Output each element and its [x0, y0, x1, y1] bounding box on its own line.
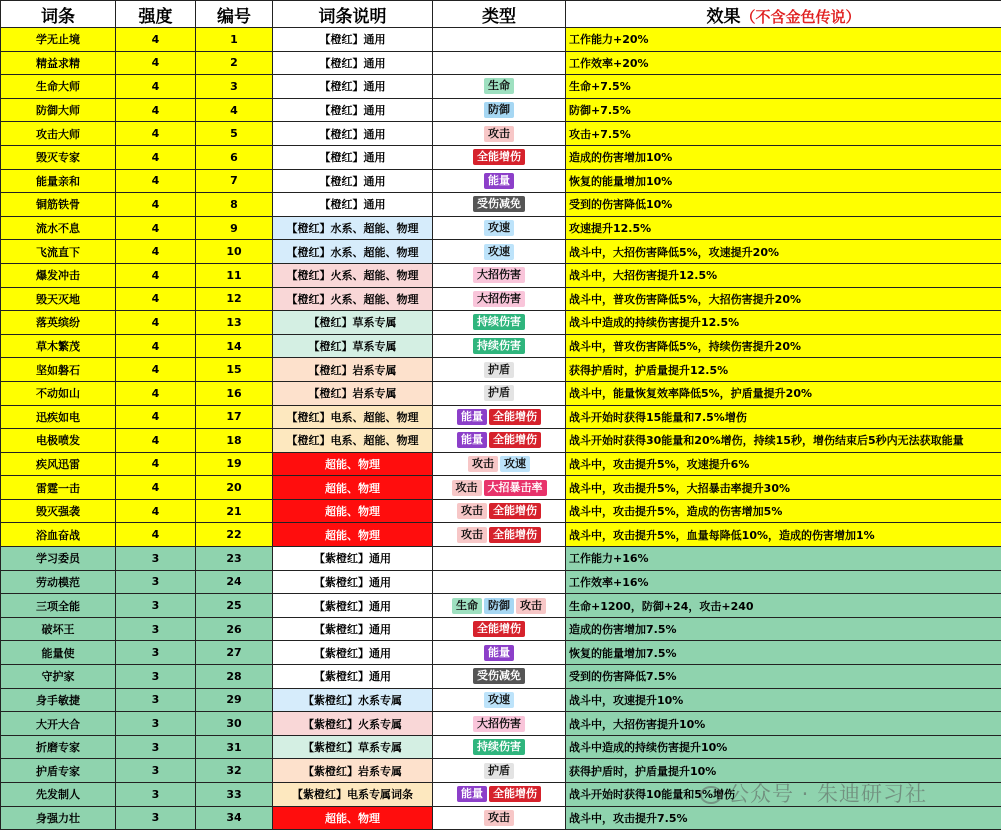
id-cell: 18: [196, 429, 273, 453]
type-cell: [433, 311, 566, 335]
table-row: [1, 735, 1001, 759]
description-cell: 【橙红】通用: [273, 169, 433, 193]
type-tag: 生命: [452, 598, 482, 614]
id-cell: 28: [196, 665, 273, 689]
header-effect: [566, 1, 1001, 28]
type-cell: [433, 570, 566, 594]
entry-name-cell: 坚如磐石: [1, 358, 116, 382]
strength-cell: 4: [116, 476, 196, 500]
strength-cell: 3: [116, 547, 196, 571]
entry-name-cell: 精益求精: [1, 51, 116, 75]
description-cell: 【紫橙红】火系专属: [273, 712, 433, 736]
effect-cell: 获得护盾时，护盾量提升12.5%: [566, 358, 1001, 382]
entry-name-cell: 铜筋铁骨: [1, 193, 116, 217]
entry-name-cell: 爆发冲击: [1, 263, 116, 287]
id-cell: 10: [196, 240, 273, 264]
table-row: [1, 617, 1001, 641]
description-cell: 【橙红】通用: [273, 145, 433, 169]
effect-cell: 战斗中，普攻伤害降低5%，持续伤害提升20%: [566, 334, 1001, 358]
type-tag: 护盾: [484, 385, 514, 401]
description-cell: 【紫橙红】通用: [273, 594, 433, 618]
type-cell: [433, 240, 566, 264]
type-cell: [433, 405, 566, 429]
type-tag: 全能增伤: [489, 527, 541, 543]
strength-cell: 3: [116, 759, 196, 783]
type-cell: [433, 452, 566, 476]
id-cell: 22: [196, 523, 273, 547]
type-tag: 持续伤害: [473, 314, 525, 330]
type-cell: [433, 169, 566, 193]
table-row: [1, 665, 1001, 689]
description-cell: 【紫橙红】岩系专属: [273, 759, 433, 783]
type-cell: [433, 547, 566, 571]
id-cell: 20: [196, 476, 273, 500]
type-tag: 攻击: [457, 527, 487, 543]
type-tag: 大招伤害: [473, 291, 525, 307]
entry-name-cell: 浴血奋战: [1, 523, 116, 547]
entry-name-cell: 能量使: [1, 641, 116, 665]
id-cell: 25: [196, 594, 273, 618]
effect-cell: 战斗中，攻击提升7.5%: [566, 806, 1001, 830]
description-cell: 【橙红】水系、超能、物理: [273, 240, 433, 264]
id-cell: 13: [196, 311, 273, 335]
id-cell: 34: [196, 806, 273, 830]
effect-cell: 工作效率+20%: [566, 51, 1001, 75]
table-row: [1, 547, 1001, 571]
description-cell: 【橙红】草系专属: [273, 334, 433, 358]
id-cell: 9: [196, 216, 273, 240]
effect-cell: 战斗中，攻击提升5%，造成的伤害增加5%: [566, 499, 1001, 523]
table-row: [1, 169, 1001, 193]
entry-name-cell: 草木繁茂: [1, 334, 116, 358]
id-cell: 17: [196, 405, 273, 429]
strength-cell: 3: [116, 712, 196, 736]
effect-cell: 防御+7.5%: [566, 98, 1001, 122]
type-tag: 大招伤害: [473, 267, 525, 283]
entry-name-cell: 飞流直下: [1, 240, 116, 264]
type-cell: [433, 688, 566, 712]
header-description: 词条说明: [273, 1, 433, 28]
header-type: 类型: [433, 1, 566, 28]
watermark-text: 公众号 · 朱迪研习社: [728, 782, 928, 806]
description-cell: 【橙红】电系、超能、物理: [273, 429, 433, 453]
entry-name-cell: 学习委员: [1, 547, 116, 571]
type-cell: [433, 51, 566, 75]
entry-name-cell: 破坏王: [1, 617, 116, 641]
type-cell: [433, 334, 566, 358]
table-row: [1, 75, 1001, 99]
id-cell: 3: [196, 75, 273, 99]
description-cell: 【橙红】岩系专属: [273, 381, 433, 405]
entry-name-cell: 身强力壮: [1, 806, 116, 830]
id-cell: 16: [196, 381, 273, 405]
table-row: [1, 476, 1001, 500]
effect-cell: 战斗中造成的持续伤害提升10%: [566, 735, 1001, 759]
effect-cell: 战斗开始时获得30能量和20%增伤，持续15秒，增伤结束后5秒内无法获取能量: [566, 429, 1001, 453]
entry-name-cell: 生命大师: [1, 75, 116, 99]
id-cell: 32: [196, 759, 273, 783]
strength-cell: 3: [116, 570, 196, 594]
type-tag: 全能增伤: [489, 786, 541, 802]
id-cell: 7: [196, 169, 273, 193]
entry-name-cell: 不动如山: [1, 381, 116, 405]
type-tag: 全能增伤: [473, 621, 525, 637]
id-cell: 6: [196, 145, 273, 169]
id-cell: 31: [196, 735, 273, 759]
table-row: [1, 28, 1001, 52]
strength-cell: 4: [116, 28, 196, 52]
type-cell: [433, 216, 566, 240]
description-cell: 超能、物理: [273, 452, 433, 476]
type-tag: 攻击: [484, 810, 514, 826]
type-tag: 大招伤害: [473, 716, 525, 732]
strength-cell: 3: [116, 735, 196, 759]
id-cell: 1: [196, 28, 273, 52]
type-tag: 攻速: [484, 244, 514, 260]
entry-name-cell: 护盾专家: [1, 759, 116, 783]
strength-cell: 4: [116, 358, 196, 382]
effect-cell: 战斗中，大招伤害降低5%，攻速提升20%: [566, 240, 1001, 264]
type-tag: 全能增伤: [489, 409, 541, 425]
type-tag: 生命: [484, 78, 514, 94]
effect-cell: 工作能力+20%: [566, 28, 1001, 52]
id-cell: 19: [196, 452, 273, 476]
effect-cell: 战斗中，攻击提升5%，血量每降低10%，造成的伤害增加1%: [566, 523, 1001, 547]
description-cell: 【橙红】通用: [273, 98, 433, 122]
header-row: [1, 1, 1001, 28]
effect-cell: 造成的伤害增加10%: [566, 145, 1001, 169]
id-cell: 27: [196, 641, 273, 665]
effect-cell: 获得护盾时，护盾量提升10%: [566, 759, 1001, 783]
type-cell: [433, 75, 566, 99]
header-id: 编号: [196, 1, 273, 28]
description-cell: 【紫橙红】通用: [273, 547, 433, 571]
entry-name-cell: 身手敏捷: [1, 688, 116, 712]
strength-cell: 4: [116, 452, 196, 476]
strength-cell: 4: [116, 405, 196, 429]
type-tag: 护盾: [484, 763, 514, 779]
strength-cell: 4: [116, 51, 196, 75]
entry-name-cell: 劳动模范: [1, 570, 116, 594]
type-tag: 护盾: [484, 362, 514, 378]
id-cell: 14: [196, 334, 273, 358]
entry-name-cell: 能量亲和: [1, 169, 116, 193]
type-cell: [433, 712, 566, 736]
strength-cell: 4: [116, 169, 196, 193]
effect-cell: 战斗中造成的持续伤害提升12.5%: [566, 311, 1001, 335]
strength-cell: 4: [116, 334, 196, 358]
id-cell: 4: [196, 98, 273, 122]
type-tag: 受伤减免: [473, 668, 525, 684]
id-cell: 23: [196, 547, 273, 571]
id-cell: 2: [196, 51, 273, 75]
type-cell: [433, 759, 566, 783]
entry-name-cell: 流水不息: [1, 216, 116, 240]
table-row: [1, 240, 1001, 264]
id-cell: 5: [196, 122, 273, 146]
effect-cell: 战斗中，大招伤害提升12.5%: [566, 263, 1001, 287]
description-cell: 超能、物理: [273, 476, 433, 500]
description-cell: 【橙红】火系、超能、物理: [273, 263, 433, 287]
type-tag: 大招暴击率: [484, 480, 547, 496]
entry-name-cell: 电极喷发: [1, 429, 116, 453]
type-tag: 攻击: [484, 126, 514, 142]
effect-cell: 战斗开始时获得15能量和7.5%增伤: [566, 405, 1001, 429]
strength-cell: 3: [116, 641, 196, 665]
table-row: [1, 193, 1001, 217]
effect-cell: 生命+7.5%: [566, 75, 1001, 99]
strength-cell: 4: [116, 216, 196, 240]
type-tag: 全能增伤: [489, 432, 541, 448]
table-row: [1, 145, 1001, 169]
type-cell: [433, 287, 566, 311]
type-tag: 能量: [484, 173, 514, 189]
id-cell: 8: [196, 193, 273, 217]
strength-cell: 3: [116, 594, 196, 618]
strength-cell: 3: [116, 783, 196, 807]
effect-cell: 工作能力+16%: [566, 547, 1001, 571]
table-row: [1, 570, 1001, 594]
table-row: [1, 51, 1001, 75]
strength-cell: 4: [116, 75, 196, 99]
effect-cell: 战斗中，普攻伤害降低5%，大招伤害提升20%: [566, 287, 1001, 311]
table-row: [1, 311, 1001, 335]
table-row: [1, 334, 1001, 358]
type-cell: [433, 145, 566, 169]
entry-name-cell: 落英缤纷: [1, 311, 116, 335]
strength-cell: 4: [116, 429, 196, 453]
strength-cell: 3: [116, 665, 196, 689]
strength-cell: 4: [116, 240, 196, 264]
table-row: [1, 98, 1001, 122]
entry-name-cell: 防御大师: [1, 98, 116, 122]
id-cell: 11: [196, 263, 273, 287]
effect-cell: 受到的伤害降低7.5%: [566, 665, 1001, 689]
effect-cell: 造成的伤害增加7.5%: [566, 617, 1001, 641]
strength-cell: 4: [116, 193, 196, 217]
entry-name-cell: 疾风迅雷: [1, 452, 116, 476]
description-cell: 【橙红】通用: [273, 193, 433, 217]
table-row: [1, 641, 1001, 665]
description-cell: 【紫橙红】通用: [273, 570, 433, 594]
strength-cell: 4: [116, 122, 196, 146]
type-cell: [433, 665, 566, 689]
description-cell: 【橙红】草系专属: [273, 311, 433, 335]
type-tag: 能量: [457, 409, 487, 425]
entry-name-cell: 折磨专家: [1, 735, 116, 759]
watermark: [700, 778, 927, 808]
type-cell: [433, 263, 566, 287]
wechat-icon: [700, 786, 722, 804]
table-row: [1, 806, 1001, 830]
effect-cell: 战斗中，攻速提升10%: [566, 688, 1001, 712]
effect-cell: 工作效率+16%: [566, 570, 1001, 594]
type-tag: 攻击: [516, 598, 546, 614]
type-tag: 持续伤害: [473, 739, 525, 755]
effect-cell: 恢复的能量增加7.5%: [566, 641, 1001, 665]
entry-name-cell: 大开大合: [1, 712, 116, 736]
type-cell: [433, 594, 566, 618]
description-cell: 【橙红】水系、超能、物理: [273, 216, 433, 240]
entry-name-cell: 迅疾如电: [1, 405, 116, 429]
type-cell: [433, 476, 566, 500]
entry-name-cell: 毁天灭地: [1, 287, 116, 311]
type-cell: [433, 193, 566, 217]
type-tag: 受伤减免: [473, 196, 525, 212]
effect-cell: 受到的伤害降低10%: [566, 193, 1001, 217]
effect-cell: 攻击+7.5%: [566, 122, 1001, 146]
type-tag: 全能增伤: [473, 149, 525, 165]
type-tag: 全能增伤: [489, 503, 541, 519]
table-row: [1, 122, 1001, 146]
id-cell: 26: [196, 617, 273, 641]
effect-cell: 生命+1200，防御+24，攻击+240: [566, 594, 1001, 618]
type-tag: 攻击: [457, 503, 487, 519]
strength-cell: 4: [116, 311, 196, 335]
type-tag: 能量: [484, 645, 514, 661]
id-cell: 33: [196, 783, 273, 807]
table-row: [1, 381, 1001, 405]
entry-name-cell: 雷霆一击: [1, 476, 116, 500]
description-cell: 【橙红】岩系专属: [273, 358, 433, 382]
table-row: [1, 216, 1001, 240]
type-tag: 防御: [484, 102, 514, 118]
effect-cell: 恢复的能量增加10%: [566, 169, 1001, 193]
description-cell: 超能、物理: [273, 806, 433, 830]
strength-cell: 3: [116, 806, 196, 830]
description-cell: 【紫橙红】通用: [273, 641, 433, 665]
description-cell: 【紫橙红】水系专属: [273, 688, 433, 712]
type-tag: 持续伤害: [473, 338, 525, 354]
table-row: [1, 263, 1001, 287]
type-tag: 攻速: [484, 692, 514, 708]
description-cell: 【橙红】通用: [273, 75, 433, 99]
effect-cell: 攻速提升12.5%: [566, 216, 1001, 240]
type-cell: [433, 381, 566, 405]
strength-cell: 4: [116, 263, 196, 287]
id-cell: 29: [196, 688, 273, 712]
strength-cell: 3: [116, 617, 196, 641]
effect-cell: 战斗中，大招伤害提升10%: [566, 712, 1001, 736]
strength-cell: 4: [116, 287, 196, 311]
table-body: [1, 28, 1001, 830]
type-cell: [433, 806, 566, 830]
strength-cell: 4: [116, 98, 196, 122]
type-tag: 防御: [484, 598, 514, 614]
entry-name-cell: 先发制人: [1, 783, 116, 807]
type-cell: [433, 429, 566, 453]
type-cell: [433, 641, 566, 665]
table-row: [1, 712, 1001, 736]
effect-cell: 战斗中，攻击提升5%，攻速提升6%: [566, 452, 1001, 476]
strength-cell: 3: [116, 688, 196, 712]
entry-name-cell: 毁灭强袭: [1, 499, 116, 523]
header-strength: 强度: [116, 1, 196, 28]
table-row: [1, 499, 1001, 523]
strength-cell: 4: [116, 381, 196, 405]
type-cell: [433, 735, 566, 759]
type-tag: 攻击: [468, 456, 498, 472]
description-cell: 【橙红】通用: [273, 51, 433, 75]
table-row: [1, 523, 1001, 547]
table-row: [1, 358, 1001, 382]
description-cell: 【橙红】电系、超能、物理: [273, 405, 433, 429]
type-tag: 攻击: [452, 480, 482, 496]
table-row: [1, 594, 1001, 618]
header-effect-label: 效果: [706, 6, 741, 27]
id-cell: 21: [196, 499, 273, 523]
strength-cell: 4: [116, 499, 196, 523]
description-cell: 超能、物理: [273, 523, 433, 547]
header-effect-note: （不含金色传说）: [740, 7, 861, 26]
description-cell: 【橙红】通用: [273, 28, 433, 52]
table-row: [1, 452, 1001, 476]
type-tag: 攻速: [484, 220, 514, 236]
table-row: [1, 405, 1001, 429]
type-cell: [433, 358, 566, 382]
type-cell: [433, 617, 566, 641]
description-cell: 超能、物理: [273, 499, 433, 523]
effect-cell: 战斗开始时获得10能量和5%增伤: [566, 783, 1001, 807]
strength-cell: 4: [116, 523, 196, 547]
type-cell: [433, 98, 566, 122]
type-cell: [433, 122, 566, 146]
id-cell: 12: [196, 287, 273, 311]
type-tag: 能量: [457, 786, 487, 802]
description-cell: 【紫橙红】通用: [273, 665, 433, 689]
description-cell: 【橙红】通用: [273, 122, 433, 146]
entry-name-cell: 守护家: [1, 665, 116, 689]
description-cell: 【紫橙红】电系专属词条: [273, 783, 433, 807]
id-cell: 24: [196, 570, 273, 594]
effect-cell: 战斗中，能量恢复效率降低5%，护盾量提升20%: [566, 381, 1001, 405]
entry-name-cell: 毁灭专家: [1, 145, 116, 169]
description-cell: 【橙红】火系、超能、物理: [273, 287, 433, 311]
description-cell: 【紫橙红】通用: [273, 617, 433, 641]
type-cell: [433, 523, 566, 547]
type-tag: 攻速: [500, 456, 530, 472]
entry-name-cell: 学无止境: [1, 28, 116, 52]
strength-cell: 4: [116, 145, 196, 169]
description-cell: 【紫橙红】草系专属: [273, 735, 433, 759]
type-cell: [433, 28, 566, 52]
type-tag: 能量: [457, 432, 487, 448]
entry-name-cell: 三项全能: [1, 594, 116, 618]
effect-cell: 战斗中，攻击提升5%，大招暴击率提升30%: [566, 476, 1001, 500]
table-row: [1, 429, 1001, 453]
type-cell: [433, 499, 566, 523]
entry-name-cell: 攻击大师: [1, 122, 116, 146]
id-cell: 30: [196, 712, 273, 736]
type-cell: [433, 783, 566, 807]
id-cell: 15: [196, 358, 273, 382]
table-row: [1, 688, 1001, 712]
table-row: [1, 287, 1001, 311]
header-entry: 词条: [1, 1, 116, 28]
